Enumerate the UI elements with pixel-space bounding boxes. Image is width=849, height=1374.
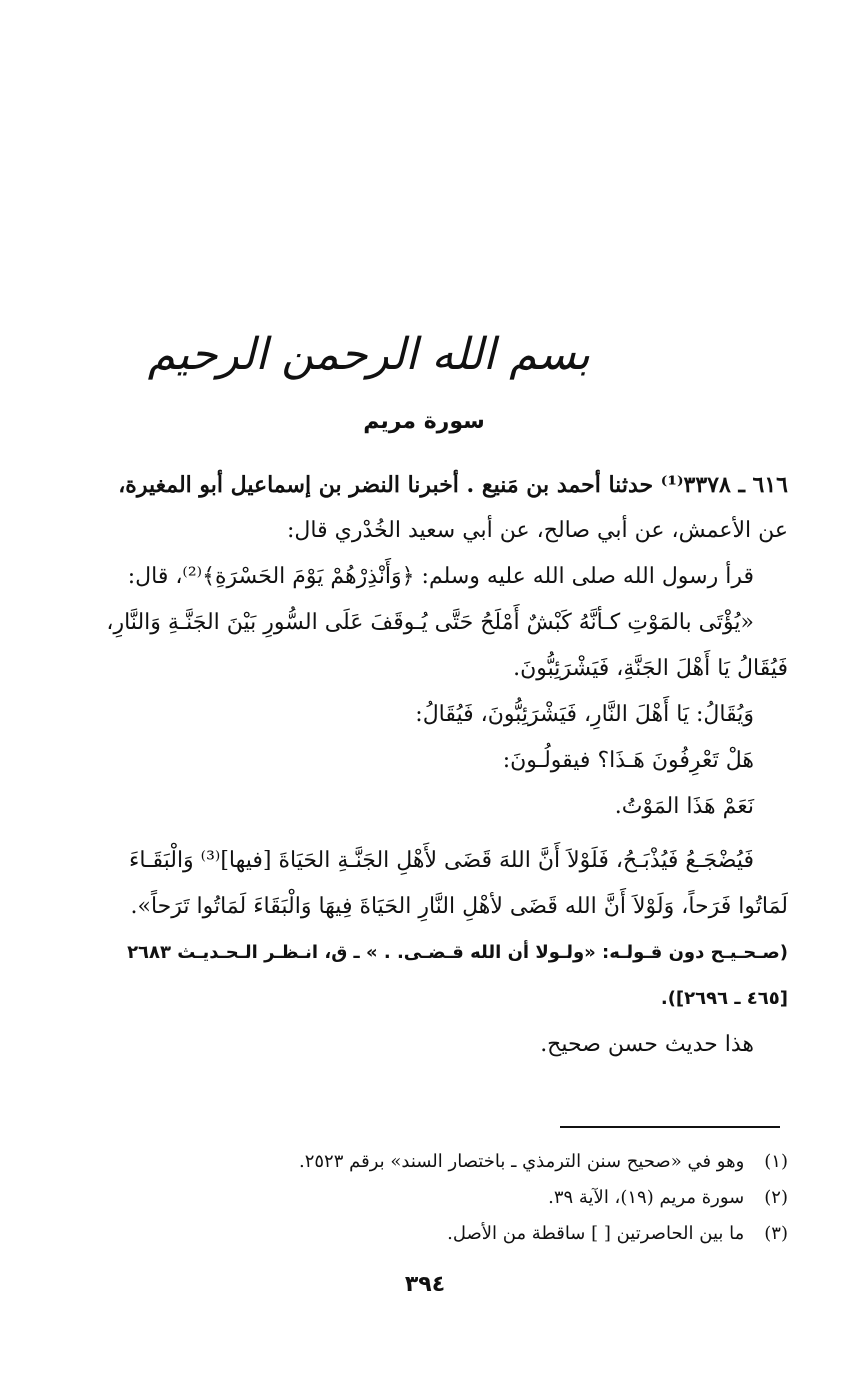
footnote-text: سورة مريم (١٩)، الآية ٣٩. [548,1187,745,1208]
hadith-line-8: نَعَمْ هَذَا المَوْتُ. [614,794,754,819]
footnote-text: ما بين الحاصرتين [ ] ساقطة من الأصل. [447,1223,745,1244]
hadith-line-2: عن الأعمش، عن أبي صالح، عن أبي سعيد الخُدْري قال: [286,518,788,543]
footnote-divider [560,1126,780,1128]
grading-line-2: [٤٦٥ ـ ٢٦٩٦]). [660,988,788,1009]
footnote-text: وهو في «صحيح سنن الترمذي ـ باختصار السند» برقم ٢٥٢٣. [298,1151,745,1172]
hadith-body [48,462,788,1068]
hadith-line-1: ٦١٦ ـ ٣٣٧٨⁽¹⁾ حدثنا أحمد بن مَنيع . أخبرنا النضر بن إسماعيل أبو المغيرة، [118,472,788,498]
footnotes [48,1144,788,1252]
hadith-line-4: «يُؤْتَى بالمَوْتِ كـأنَّهُ كَبْشٌ أَمْلَحُ حَتَّى يُـوقَفَ عَلَى السُّورِ بَيْنَ الجَنَّـةِ وَالنَّارِ، [106,610,754,635]
hadith-line-3: قرأ رسول الله صلى الله عليه وسلم: ﴿وَأَنْذِرْهُمْ يَوْمَ الحَسْرَةِ﴾⁽²⁾، قال: [127,564,754,589]
hadith-line-9: فَيُضْجَـعُ فَيُذْبَـحُ، فَلَوْلاَ أَنَّ اللهَ قَضَى لأَهْلِ الجَنَّـةِ الحَيَاةَ [فيها]⁽³⁾ وَالْبَقَـاءَ [128,848,754,873]
surah-title: سورة مريم [363,409,485,434]
page-number: ٣٩٤ [404,1272,446,1297]
hadith-line-10: لَمَاتُوا فَرَحاً، وَلَوْلاَ أَنَّ الله قَضَى لأهْلِ النَّارِ الحَيَاةَ فِيهَا وَالْبَقَاءَ لَمَاتُوا تَرَحاً». [130,894,788,919]
footnote-number: (٣) [764,1223,788,1244]
hadith-line-7: هَلْ تَعْرِفُونَ هَـذَا؟ فيقولُـونَ: [502,748,754,773]
footnote-number: (٢) [764,1187,788,1208]
closing-statement: هذا حديث حسن صحيح. [540,1032,754,1057]
footnote-3 [48,1216,788,1252]
hadith-line-5: فَيُقَالُ يَا أَهْلَ الجَنَّةِ، فَيَشْرَئِبُّونَ. [513,656,788,681]
grading-line-1: (صـحـيـح دون قـولـه: «ولـولا أن الله قـضـى. . » ـ ق، انـظـر الـحـديـث ٢٦٨٣ [127,942,788,963]
footnote-2 [48,1180,788,1216]
footnote-1 [48,1144,788,1180]
hadith-line-6: وَيُقَالُ: يَا أَهْلَ النَّارِ، فَيَشْرَئِبُّونَ، فَيُقَالُ: [415,702,754,727]
basmala-calligraphy: بسم الله الرحمن الرحيم [147,329,590,380]
footnote-number: (١) [764,1151,788,1172]
